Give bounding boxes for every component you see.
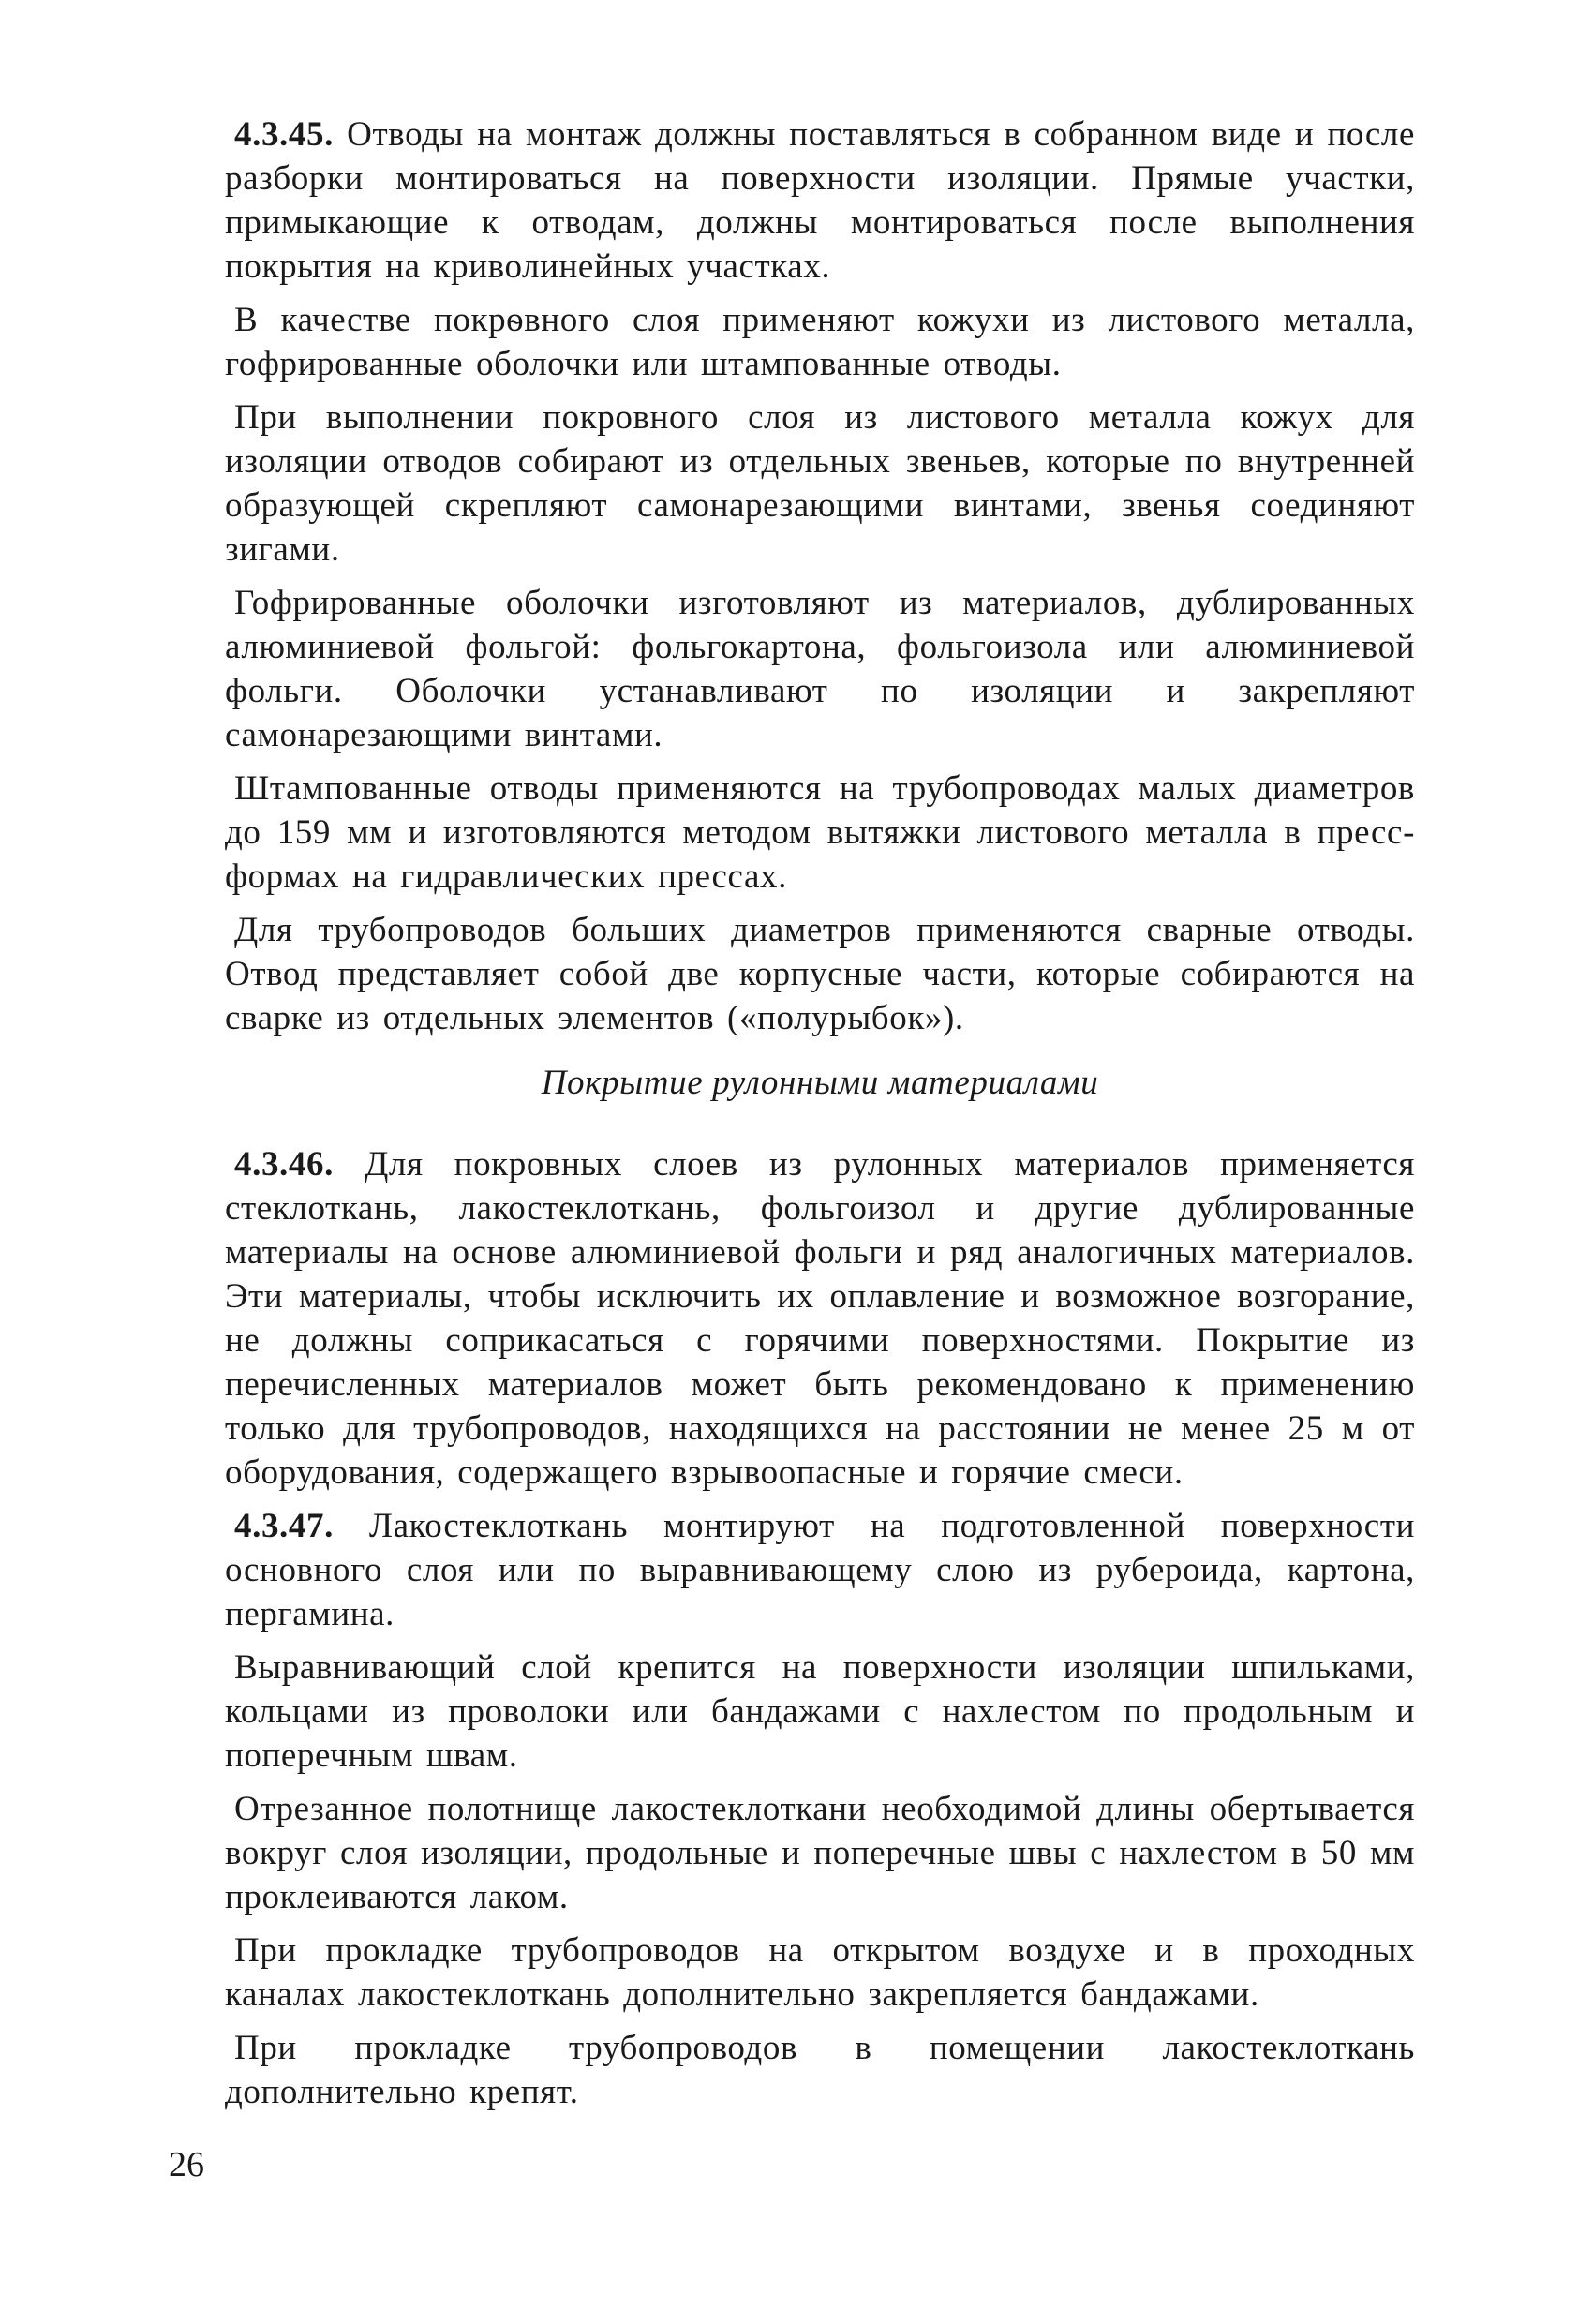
page-number: 26: [169, 2145, 204, 2184]
paragraph-text: Штампованные отводы применяются на трубопроводах малых диаметров до 159 мм и изготовляются методом вытяжки листового металла в пресс-формах на гидравлических прессах.: [225, 769, 1415, 896]
paragraph-text: Отводы на монтаж должны поставляться в собранном виде и после разборки монтироваться на поверхности изоляции. Прямые участки, примыкающие к отводам, должны монтироваться после выполнения покрытия на криволинейных участках.: [225, 115, 1415, 286]
paragraph-indoor-laying: [225, 2026, 1415, 2114]
item-number-4-3-47: 4.3.47.: [234, 1507, 334, 1545]
paragraph-text: Для трубопроводов больших диаметров применяются сварные отводы. Отвод представляет собой две корпусные части, которые собираются на сварке из отдельных элементов («полурыбок»).: [225, 911, 1415, 1037]
paragraph-text: При выполнении покровного слоя из листового металла кожух для изоляции отводов собирают из отдельных звеньев, которые по внутренней образующей скрепляют самонарезающими винтами, звенья соединяют зигами.: [225, 398, 1415, 569]
paragraph-text: Лакостеклоткань монтируют на подготовленной поверхности основного слоя или по выравнивающему слою из рубероида, картона, пергамина.: [225, 1507, 1415, 1633]
item-number-4-3-45: 4.3.45.: [234, 115, 334, 154]
paragraph-corrugated-shells: [225, 581, 1415, 757]
paragraph-text: В качестве покрѳвного слоя применяют кожухи из листового металла, гофрированные оболочки или штампованные отводы.: [225, 301, 1415, 383]
paragraph-4-3-47: [225, 1504, 1415, 1636]
paragraph-welded-bends: [225, 908, 1415, 1040]
paragraph-covering-layer: [225, 298, 1415, 386]
paragraph-text: Выравнивающий слой крепится на поверхности изоляции шпильками, кольцами из проволоки или бандажами с нахлестом по продольным и поперечным швам.: [225, 1648, 1415, 1775]
section-heading: Покрытие рулонными материалами: [541, 1064, 1099, 1102]
paragraph-leveling-layer: [225, 1646, 1415, 1778]
paragraph-stamped-bends: [225, 767, 1415, 899]
paragraph-text: При прокладке трубопроводов в помещении лакостеклоткань дополнительно крепят.: [225, 2029, 1415, 2111]
item-number-4-3-46: 4.3.46.: [234, 1145, 334, 1184]
paragraph-text: Отрезанное полотнище лакостеклоткани необходимой длины обертывается вокруг слоя изоляции, продольные и поперечные швы с нахлестом в 50 мм проклеиваются лаком.: [225, 1790, 1415, 1916]
paragraph-cut-sheet: [225, 1787, 1415, 1919]
paragraph-text: При прокладке трубопроводов на открытом воздухе и в проходных каналах лакостеклоткань дополнительно закрепляется бандажами.: [225, 1931, 1415, 2014]
paragraph-text: Для покровных слоев из рулонных материалов применяется стеклоткань, лакостеклоткань, фольгоизол и другие дублированные материалы на основе алюминиевой фольги и ряд аналогичных материалов. Эти материалы, чтобы исключить их оплавление и возможное возгорание, не должны соприкасаться с горячими поверхностями. Покрытие из перечисленных материалов может быть рекомендовано к применению только для трубопроводов, находящихся на расстоянии не менее 25 м от оборудования, содержащего взрывоопасные и горячие смеси.: [225, 1145, 1415, 1492]
paragraph-sheet-metal: [225, 395, 1415, 572]
paragraph-text: Гофрированные оболочки изготовляют из материалов, дублированных алюминиевой фольгой: фольгокартона, фольгоизола или алюминиевой фольги. Оболочки устанавливают по изоляции и закрепляют самонарезающими винтами.: [225, 584, 1415, 754]
paragraph-outdoor-laying: [225, 1929, 1415, 2017]
paragraph-4-3-45: [225, 112, 1415, 289]
page-text-block: [225, 112, 1415, 2123]
paragraph-4-3-46: [225, 1142, 1415, 1495]
